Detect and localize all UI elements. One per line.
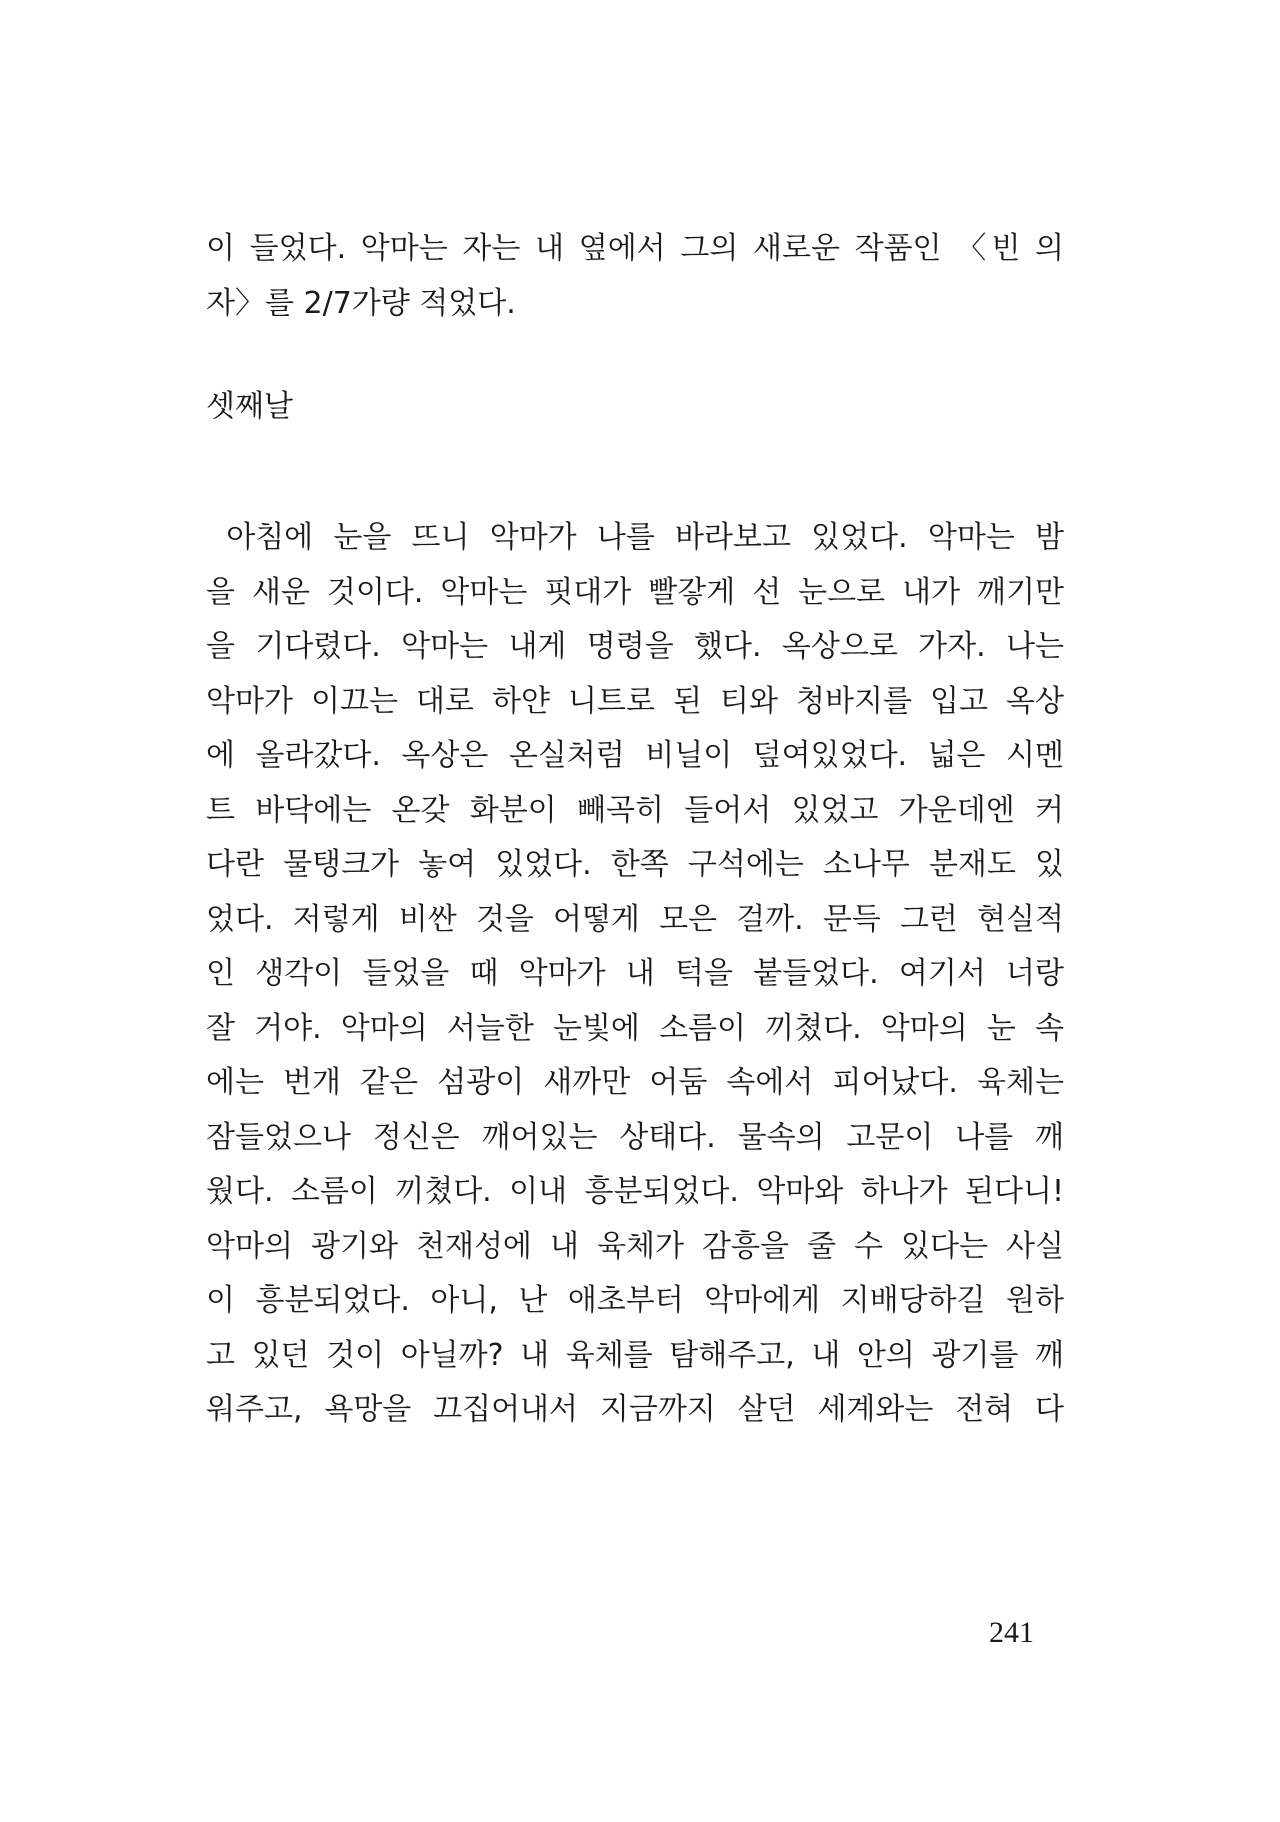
text-line: 아침에 눈을 뜨니 악마가 나를 바라보고 있었다. 악마는 밤 — [206, 520, 1064, 555]
text-line: 인 생각이 들었을 때 악마가 내 턱을 붙들었다. 여기서 너랑 — [206, 956, 1064, 991]
text-line: 워주고, 욕망을 끄집어내서 지금까지 살던 세계와는 전혀 다 — [206, 1392, 1064, 1427]
text-line: 을 새운 것이다. 악마는 핏대가 빨갛게 선 눈으로 내가 깨기만 — [206, 574, 1064, 610]
page-number: 241 — [989, 1616, 1034, 1649]
text-line: 악마가 이끄는 대로 하얀 니트로 된 티와 청바지를 입고 옥상 — [206, 683, 1064, 719]
text-line: 었다. 저렇게 비싼 것을 어떻게 모은 걸까. 문득 그런 현실적 — [206, 901, 1064, 937]
text-line: 자〉를 2/7가량 적었다. — [206, 285, 516, 321]
section-heading: 셋째날 — [206, 389, 293, 424]
text-line: 이 들었다. 악마는 자는 내 옆에서 그의 새로운 작품인 〈빈 의 — [206, 231, 1064, 266]
text-line: 다란 물탱크가 놓여 있었다. 한쪽 구석에는 소나무 분재도 있 — [206, 847, 1064, 882]
text-line: 웠다. 소름이 끼쳤다. 이내 흥분되었다. 악마와 하나가 된다니! — [206, 1174, 1064, 1209]
text-line: 잠들었으나 정신은 깨어있는 상태다. 물속의 고문이 나를 깨 — [206, 1119, 1064, 1155]
text-line: 에는 번개 같은 섬광이 새까만 어둠 속에서 피어났다. 육체는 — [206, 1065, 1064, 1100]
text-line: 트 바닥에는 온갖 화분이 빼곡히 들어서 있었고 가운데엔 커 — [206, 792, 1064, 828]
text-line: 악마의 광기와 천재성에 내 육체가 감흥을 줄 수 있다는 사실 — [206, 1228, 1064, 1264]
text-line: 에 올라갔다. 옥상은 온실처럼 비닐이 덮여있었다. 넓은 시멘 — [206, 738, 1064, 773]
text-line: 고 있던 것이 아닐까? 내 육체를 탐해주고, 내 안의 광기를 깨 — [206, 1337, 1064, 1373]
paragraph-body — [206, 511, 1064, 1438]
paragraph-continued — [206, 222, 1064, 331]
text-line: 이 흥분되었다. 아니, 난 애초부터 악마에게 지배당하길 원하 — [206, 1283, 1064, 1318]
text-line: 을 기다렸다. 악마는 내게 명령을 했다. 옥상으로 가자. 나는 — [206, 629, 1064, 664]
text-line: 잘 거야. 악마의 서늘한 눈빛에 소름이 끼쳤다. 악마의 눈 속 — [206, 1010, 1064, 1046]
